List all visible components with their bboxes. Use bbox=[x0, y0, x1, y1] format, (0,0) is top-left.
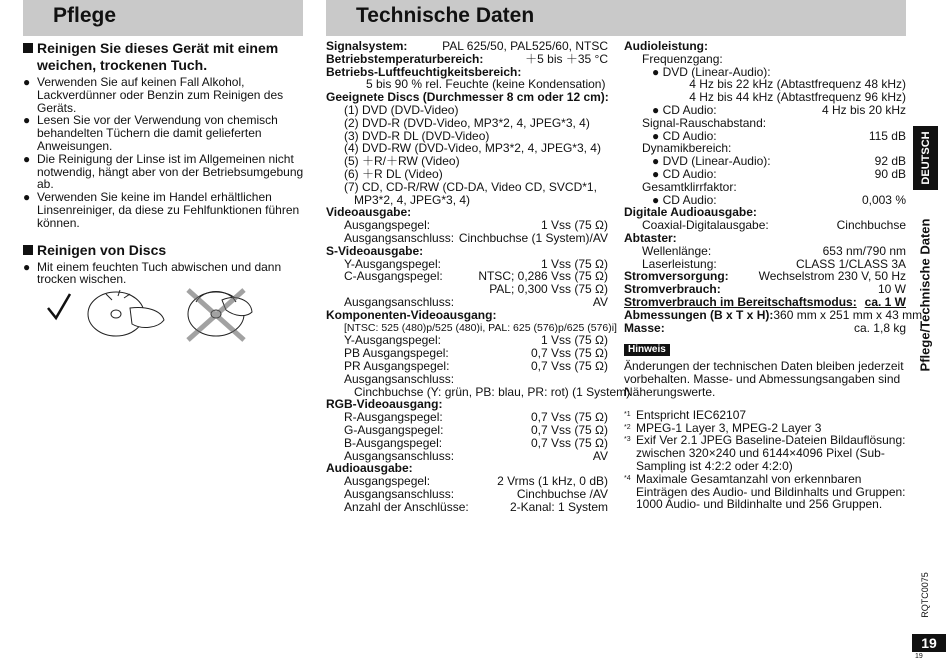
list-item-text: Verwenden Sie keine im Handel erhältlichen Linsenreiniger, da diese zu Fehlfunktionen führen können. bbox=[37, 190, 300, 230]
spec-list-right bbox=[624, 39, 923, 512]
section-heading-cleaning-discs: Reinigen von Discs bbox=[23, 242, 306, 259]
spec-label: B-Ausgangspegel: bbox=[344, 435, 443, 450]
language-tab-deutsch: DEUTSCH bbox=[913, 126, 938, 190]
spec-label: (7) CD, CD-R/RW (CD-DA, Video CD, SVCD*1, bbox=[344, 179, 597, 194]
correct-wiping-disc-icon bbox=[88, 290, 164, 336]
spec-label: Ausgangsanschluss: bbox=[344, 448, 455, 463]
side-section-title: Pflege/Technische Daten bbox=[917, 218, 933, 372]
footnote-text: Entspricht IEC62107 bbox=[636, 407, 747, 422]
spec-label: Videoausgabe: bbox=[326, 205, 412, 220]
cleaning-discs-list bbox=[23, 261, 306, 287]
spec-label: Geeignete Discs (Durchmesser 8 cm oder 12 cm): bbox=[326, 90, 609, 105]
spec-row bbox=[326, 168, 608, 181]
spec-label: (3) DVD-R DL (DVD-Video) bbox=[344, 128, 490, 143]
spec-label: Stromverbrauch im Bereitschaftsmodus: bbox=[624, 294, 857, 309]
spec-label: Digitale Audioausgabe: bbox=[624, 205, 757, 220]
square-bullet-icon bbox=[23, 43, 33, 53]
spec-value: PAL 625/50, PAL525/60, NTSC bbox=[442, 39, 608, 53]
spec-row bbox=[624, 104, 906, 117]
spec-value: CLASS 1/CLASS 3A bbox=[795, 256, 906, 271]
spec-label: Anzahl der Anschlüsse: bbox=[344, 499, 469, 514]
spec-label: Abmessungen (B x T x H): bbox=[624, 307, 774, 322]
spec-label: ● CD Audio: bbox=[652, 192, 717, 207]
spec-label: Ausgangsanschluss: bbox=[344, 486, 455, 501]
spec-label: (5) ＋R/＋RW (Video) bbox=[344, 154, 460, 169]
list-item bbox=[23, 191, 306, 229]
spec-label: Frequenzgang: bbox=[642, 51, 723, 66]
section-heading-cleaning-device: Reinigen Sie dieses Gerät mit einem weichen, trockenen Tuch. bbox=[23, 40, 306, 74]
list-item-text: Mit einem feuchten Tuch abwischen und dann trocken wischen. bbox=[37, 259, 282, 287]
spec-value: Cinchbuchse (1 System)/AV bbox=[458, 230, 608, 245]
spec-label: Ausgangsanschluss: bbox=[344, 294, 455, 309]
spec-value: PAL; 0,300 Vss (75 Ω) bbox=[489, 282, 608, 297]
list-item bbox=[23, 76, 306, 114]
spec-label: RGB-Videoausgang: bbox=[326, 397, 443, 412]
spec-value: 4 Hz bis 44 kHz (Abtastfrequenz 96 kHz) bbox=[689, 90, 906, 105]
spec-row bbox=[326, 501, 608, 514]
pflege-column bbox=[23, 40, 306, 286]
footnote: *1 Entspricht IEC62107 bbox=[624, 407, 747, 422]
spec-label: C-Ausgangspegel: bbox=[344, 269, 443, 284]
spec-label: G-Ausgangspegel: bbox=[344, 422, 444, 437]
spec-label: Gesamtklirrfaktor: bbox=[642, 179, 737, 194]
spec-label: (2) DVD-R (DVD-Video, MP3*2, 4, JPEG*3, 4) bbox=[344, 115, 590, 130]
spec-value: AV bbox=[592, 448, 608, 463]
spec-value: 0,7 Vss (75 Ω) bbox=[531, 346, 608, 361]
spec-value: NTSC; 0,286 Vss (75 Ω) bbox=[478, 269, 608, 284]
spec-value: Cinchbuchse /AV bbox=[516, 486, 608, 501]
spec-label: ● DVD (Linear-Audio): bbox=[652, 64, 771, 79]
spec-value: 0,7 Vss (75 Ω) bbox=[531, 422, 608, 437]
spec-row bbox=[624, 245, 906, 258]
spec-value: 0,7 Vss (75 Ω) bbox=[531, 410, 608, 425]
spec-value: 1 Vss (75 Ω) bbox=[541, 218, 608, 233]
spec-label: R-Ausgangspegel: bbox=[344, 410, 443, 425]
footnote-text: MPEG-1 Layer 3, MPEG-2 Layer 3 bbox=[636, 420, 822, 435]
spec-label: PR Ausgangspegel: bbox=[344, 358, 450, 373]
spec-label: Ausgangspegel: bbox=[344, 218, 431, 233]
spec-label: Ausgangsanschluss: bbox=[344, 230, 455, 245]
list-item-text: Verwenden Sie auf keinen Fall Alkohol, Lackverdünner oder Benzin zum Reinigen des Geräts. bbox=[37, 75, 284, 115]
spec-label: ● CD Audio: bbox=[652, 166, 717, 181]
spec-row bbox=[326, 475, 608, 488]
disc-cleaning-illustration bbox=[46, 286, 296, 346]
spec-label: Stromversorgung: bbox=[624, 269, 729, 284]
bullet-icon: ● bbox=[23, 259, 31, 274]
spec-row bbox=[624, 322, 906, 335]
spec-rows bbox=[624, 39, 923, 335]
bullet-icon: ● bbox=[23, 190, 31, 205]
footnote: *4 Maximale Gesamtanzahl von erkennbaren Einträgen des Audio- und Bildinhalts und Gruppen: 1000 Audio- und Bildinhalte und 256 Gruppen. bbox=[624, 471, 906, 512]
spec-label: Masse: bbox=[624, 320, 665, 335]
list-item-text: Die Reinigung der Linse ist im Allgemeinen nicht notwendig, hängt aber von der Betriebsumgebung ab. bbox=[37, 151, 304, 192]
spec-row bbox=[624, 296, 906, 309]
bullet-icon: ● bbox=[23, 151, 31, 166]
hinweis-text: Änderungen der technischen Daten bleiben jederzeit vorbehalten. Masse- und Abmessungsangaben sind Näherungswerte. bbox=[624, 359, 904, 399]
spec-label: ● CD Audio: bbox=[652, 102, 717, 117]
spec-value: 0,7 Vss (75 Ω) bbox=[531, 358, 608, 373]
spec-label: (4) DVD-RW (DVD-Video, MP3*2, 4, JPEG*3, 4) bbox=[344, 141, 601, 156]
spec-label: Ausgangspegel: bbox=[344, 474, 431, 489]
spec-value: 1 Vss (75 Ω) bbox=[541, 256, 608, 271]
spec-label: Komponenten-Videoausgang: bbox=[326, 307, 497, 322]
spec-label: Abtaster: bbox=[624, 230, 677, 245]
spec-row bbox=[326, 373, 608, 386]
spec-label: Betriebs-Luftfeuchtigkeitsbereich: bbox=[326, 64, 522, 79]
spec-label: PB Ausgangspegel: bbox=[344, 346, 449, 361]
spec-value: 360 mm x 251 mm x 43 mm bbox=[773, 307, 923, 322]
footnote-text: Maximale Gesamtanzahl von erkennbaren Einträgen des Audio- und Bildinhalts und Gruppen: 1000 Audio- und Bildinhalte und 256 Gruppen. bbox=[636, 471, 906, 512]
spec-label: 5 bis 90 % rel. Feuchte (keine Kondensation) bbox=[366, 77, 606, 92]
spec-value: 4 Hz bis 20 kHz bbox=[821, 102, 906, 117]
list-item bbox=[23, 114, 306, 152]
cleaning-device-list bbox=[23, 76, 306, 230]
list-item-text: Lesen Sie vor der Verwendung von chemisch behandelten Tüchern die damit gelieferten Anweisungen. bbox=[37, 113, 278, 153]
spec-label: Dynamikbereich: bbox=[642, 141, 732, 156]
spec-label: Cinchbuchse (Y: grün, PB: blau, PR: rot) (1 System) bbox=[354, 384, 631, 399]
spec-label: Y-Ausgangspegel: bbox=[344, 256, 441, 271]
spec-label: ● CD Audio: bbox=[652, 128, 717, 143]
spec-label: S-Videoausgabe: bbox=[326, 243, 424, 258]
spec-label: Coaxial-Digitalausgabe: bbox=[642, 218, 769, 233]
page-heading-pflege: Pflege bbox=[53, 4, 117, 27]
spec-value: AV bbox=[592, 294, 608, 309]
spec-label: MP3*2, 4, JPEG*3, 4) bbox=[354, 192, 471, 207]
spec-label: Betriebstemperaturbereich: bbox=[326, 51, 484, 66]
spec-value: 10 W bbox=[877, 282, 906, 297]
spec-row bbox=[624, 307, 923, 322]
spec-row bbox=[326, 309, 608, 322]
header-bar-pflege bbox=[23, 0, 303, 36]
spec-value: 0,7 Vss (75 Ω) bbox=[531, 435, 608, 450]
spec-label: (6) ＋R DL (Video) bbox=[344, 166, 443, 181]
spec-row bbox=[624, 117, 906, 130]
spec-row bbox=[326, 296, 608, 309]
spec-label: Wellenlänge: bbox=[642, 243, 712, 258]
spec-value: Cinchbuchse bbox=[836, 218, 906, 233]
spec-label: (1) DVD (DVD-Video) bbox=[344, 102, 459, 117]
header-bar-technische-daten bbox=[326, 0, 906, 36]
spec-row bbox=[326, 437, 608, 450]
spec-label: Signal-Rauschabstand: bbox=[642, 115, 767, 130]
spec-value: 0,003 % bbox=[861, 192, 906, 207]
spec-value: 2-Kanal: 1 System bbox=[509, 499, 608, 514]
spec-row bbox=[326, 347, 608, 360]
spec-row bbox=[326, 245, 608, 258]
list-item bbox=[23, 261, 306, 287]
square-bullet-icon bbox=[23, 245, 33, 255]
spec-row bbox=[624, 181, 906, 194]
spec-label: Audioausgabe: bbox=[326, 461, 413, 476]
spec-value: 115 dB bbox=[868, 128, 906, 143]
spec-label: Y-Ausgangspegel: bbox=[344, 333, 441, 348]
spec-row bbox=[624, 168, 906, 181]
page-number-small: 19 bbox=[915, 653, 923, 660]
footnote-list bbox=[624, 409, 906, 511]
spec-row bbox=[624, 40, 906, 53]
spec-label: Audioleistung: bbox=[624, 39, 708, 53]
spec-row bbox=[326, 232, 608, 245]
spec-row bbox=[326, 411, 608, 424]
spec-label: Signalsystem: bbox=[326, 39, 408, 53]
footnote-text: Exif Ver 2.1 JPEG Baseline-Dateien Bildauflösung: zwischen 320×240 und 6144×4096 Pixel (Sub-Sampling ist 4:2:2 oder 4:2:0) bbox=[636, 433, 906, 473]
spec-label: Ausgangsanschluss: bbox=[344, 371, 455, 386]
check-mark-icon bbox=[48, 294, 70, 318]
spec-label: ● DVD (Linear-Audio): bbox=[652, 154, 771, 169]
footnote: *2 MPEG-1 Layer 3, MPEG-2 Layer 3 bbox=[624, 420, 822, 435]
spec-row bbox=[326, 53, 608, 66]
spec-label: Laserleistung: bbox=[642, 256, 717, 271]
spec-value: 2 Vrms (1 kHz, 0 dB) bbox=[497, 474, 608, 489]
bullet-icon: ● bbox=[23, 113, 31, 128]
spec-value: Wechselstrom 230 V, 50 Hz bbox=[758, 269, 906, 284]
spec-row bbox=[624, 53, 906, 66]
spec-value: ca. 1,8 kg bbox=[853, 320, 906, 335]
page-number: 19 bbox=[912, 634, 946, 652]
bullet-icon: ● bbox=[23, 75, 31, 89]
spec-label: [NTSC: 525 (480)p/525 (480)i, PAL: 625 (576)p/625 (576)i] bbox=[344, 321, 617, 334]
spec-label: Stromverbrauch: bbox=[624, 282, 721, 297]
page-heading-technische-daten: Technische Daten bbox=[356, 4, 535, 27]
spec-row bbox=[326, 181, 608, 194]
spec-row bbox=[326, 40, 608, 53]
spec-row bbox=[326, 117, 608, 130]
spec-value: 92 dB bbox=[874, 154, 906, 169]
spec-value: ca. 1 W bbox=[864, 294, 906, 309]
document-code: RQTC0075 bbox=[920, 572, 930, 618]
footnote: *3 Exif Ver 2.1 JPEG Baseline-Dateien Bildauflösung: zwischen 320×240 und 6144×4096 Pixel (Sub-Sampling ist 4:2:2 oder 4:2:0) bbox=[624, 433, 906, 473]
spec-value: 653 nm/790 nm bbox=[822, 243, 906, 258]
spec-list-left bbox=[326, 39, 631, 514]
list-item bbox=[23, 153, 306, 191]
spec-value: ＋5 bis ＋35 °C bbox=[525, 51, 608, 66]
spec-value: 4 Hz bis 22 kHz (Abtastfrequenz 48 kHz) bbox=[689, 77, 906, 92]
spec-value: 1 Vss (75 Ω) bbox=[541, 333, 608, 348]
spec-row bbox=[326, 360, 608, 373]
spec-row bbox=[624, 232, 906, 245]
spec-row bbox=[326, 104, 608, 117]
spec-value: 90 dB bbox=[874, 166, 906, 181]
hinweis-label: Hinweis bbox=[624, 344, 670, 356]
spec-row bbox=[326, 488, 608, 501]
spec-row bbox=[326, 424, 608, 437]
